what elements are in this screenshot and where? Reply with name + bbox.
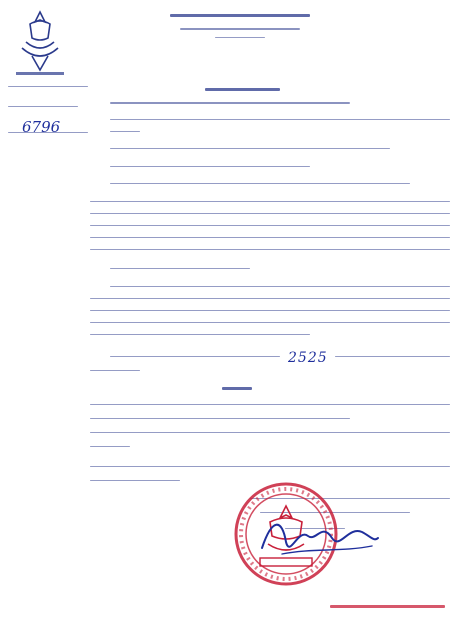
body-line (90, 237, 450, 238)
body-line (335, 356, 450, 357)
signature-icon (252, 508, 382, 568)
preamble-line (110, 148, 390, 149)
reference-number: 6796 (22, 118, 61, 136)
body-line (110, 286, 450, 287)
preamble-line (110, 183, 410, 184)
body-line (110, 268, 250, 269)
article-3 (90, 466, 450, 467)
body-line (90, 249, 450, 250)
article-3 (90, 480, 180, 481)
cell-number: 2525 (288, 350, 328, 366)
article-1 (90, 404, 450, 405)
body-line (90, 201, 450, 202)
kingdom-heading (170, 14, 310, 17)
signatory-name (330, 605, 445, 608)
heading-ornament (215, 37, 265, 38)
body-line (90, 322, 450, 323)
article-2 (90, 446, 130, 447)
issuer-line (8, 106, 78, 107)
article-2 (90, 432, 450, 433)
crest-icon (12, 8, 68, 82)
body-line (90, 370, 140, 371)
body-line (90, 310, 450, 311)
body-line (90, 225, 450, 226)
article-1 (90, 418, 350, 419)
preamble-line (110, 131, 140, 132)
body-line (90, 334, 310, 335)
preamble-line (110, 166, 310, 167)
document-title (205, 88, 280, 91)
issuer-line (8, 86, 88, 87)
preamble-line (110, 119, 450, 120)
body-line (110, 356, 280, 357)
body-line (90, 213, 450, 214)
section-heading (222, 387, 252, 390)
motto-line (180, 28, 300, 30)
body-line (90, 298, 450, 299)
document-subtitle (110, 102, 350, 104)
